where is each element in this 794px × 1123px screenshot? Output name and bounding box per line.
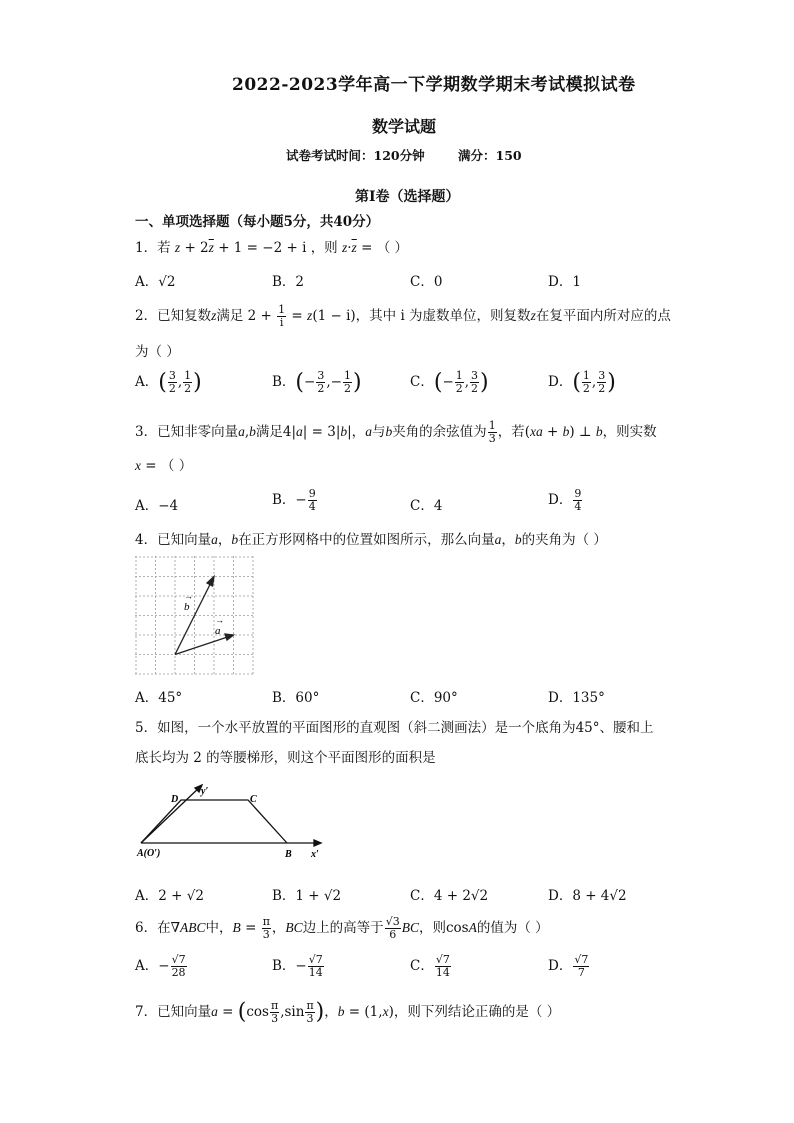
q4-option-d: D．135°	[548, 690, 605, 706]
question-4: 4．已知向量a，b在正方形网格中的位置如图所示，那么向量a，b的夹角为（ ）	[135, 532, 607, 548]
q5-option-c: C．4 + 2√2	[410, 888, 489, 904]
q5-option-b: B．1 + √2	[272, 888, 342, 904]
q3-option-c: C．4	[410, 498, 443, 514]
label-D: D	[171, 794, 179, 805]
q2-option-d: D．( $\frac{1}{2}$ , $\frac{3}{2}$ )	[548, 369, 616, 395]
label-b: b	[184, 601, 190, 613]
question-6: 6．在∇ABC中，B = $\frac{\pi}{3}$ ，BC边上的高等于 $\frac{√3}{6}$ BC，则cosA的值为（ ）	[135, 915, 549, 941]
q4-option-c: C．90°	[410, 690, 458, 706]
question-3-line-1: 3．已知非零向量a,b满足4|a| = 3|b|，a与b夹角的余弦值为 $\frac{1}{3}$ ，若(xa + b) ⊥ b，则实数	[135, 419, 657, 445]
q1-option-b: B．2	[272, 274, 305, 290]
question-1: 1．若 $z + 2\overline{z} + 1 = -2 + i$ ，则 $z\cdot\overline{z}$ = （ ）	[135, 240, 409, 256]
q6-option-a: A．− $\frac{√7}{28}$	[135, 953, 186, 979]
label-B: B	[285, 849, 292, 860]
label-x: x′	[311, 849, 319, 860]
q2-option-c: C．(− $\frac{1}{2}$ , $\frac{3}{2}$ )	[410, 369, 489, 395]
q1-tail: ，则	[310, 240, 338, 256]
question-3-line-2: x = （ ）	[135, 458, 193, 474]
q4-option-b: B．60°	[272, 690, 320, 706]
q3-option-a: A．−4	[135, 498, 179, 514]
q6-option-c: C． $\frac{√7}{14}$	[410, 953, 450, 979]
exam-time: 试卷考试时间：120分钟	[286, 148, 425, 163]
q6-option-d: D． $\frac{√7}{7}$	[548, 953, 589, 979]
part-label: 第Ⅰ卷（选择题）	[355, 189, 460, 205]
section-heading: 一、单项选择题（每小题5分，共40分）	[135, 214, 380, 230]
label-C: C	[250, 794, 257, 805]
label-A: A(O′)	[137, 848, 161, 859]
q1-option-d: D．1	[548, 274, 581, 290]
q5-option-a: A．2 + √2	[135, 888, 204, 904]
question-2-line-2: 为（ ）	[135, 344, 180, 360]
q3-option-d: D． $\frac{9}{4}$	[548, 487, 582, 513]
q6-option-b: B．− $\frac{√7}{14}$	[272, 953, 323, 979]
label-a: a	[215, 625, 221, 637]
vector-a-arrowhead	[225, 634, 234, 640]
vector-grid-figure	[135, 556, 255, 682]
q5-option-d: D．8 + 4√2	[548, 888, 627, 904]
q1-option-c: C．0	[410, 274, 443, 290]
q2-option-a: A．( $\frac{3}{2}$ , $\frac{1}{2}$ )	[135, 369, 202, 395]
q1-option-a: A．√2	[135, 274, 176, 290]
vector-b-arrowhead	[207, 577, 214, 587]
q1-number: 1．若	[135, 240, 171, 256]
label-y: y′	[201, 786, 209, 797]
exam-title: 2022-2023学年高一下学期数学期末考试模拟试卷	[232, 75, 636, 95]
svg-text:→: →	[215, 615, 224, 625]
svg-text:→: →	[184, 591, 193, 601]
question-7: 7．已知向量a = (cos $\frac{\pi}{3}$ ,sin $\frac{\pi}{3}$ )，b = (1,x)，则下列结论正确的是（ ）	[135, 999, 561, 1025]
exam-score: 满分：150	[458, 148, 522, 163]
question-5-line-2: 底长均为 2 的等腰梯形，则这个平面图形的面积是	[135, 750, 436, 766]
exam-subtitle: 数学试题	[372, 117, 437, 136]
q4-option-a: A．45°	[135, 690, 183, 706]
q2-option-b: B．(− $\frac{3}{2}$ ,− $\frac{1}{2}$ )	[272, 369, 362, 395]
q1-paren: （ ）	[376, 240, 409, 256]
question-5-line-1: 5．如图，一个水平放置的平面图形的直观图（斜二测画法）是一个底角为45°、腰和上	[135, 720, 654, 736]
q3-option-b: B．− $\frac{9}{4}$	[272, 487, 316, 513]
question-2-line-1: 2．已知复数z满足 2 + $\frac{1}{i}$ = z(1 − i)，其中 i 为虚数单位，则复数z在复平面内所对应的点	[135, 303, 671, 329]
trapezoid-figure	[135, 780, 335, 868]
